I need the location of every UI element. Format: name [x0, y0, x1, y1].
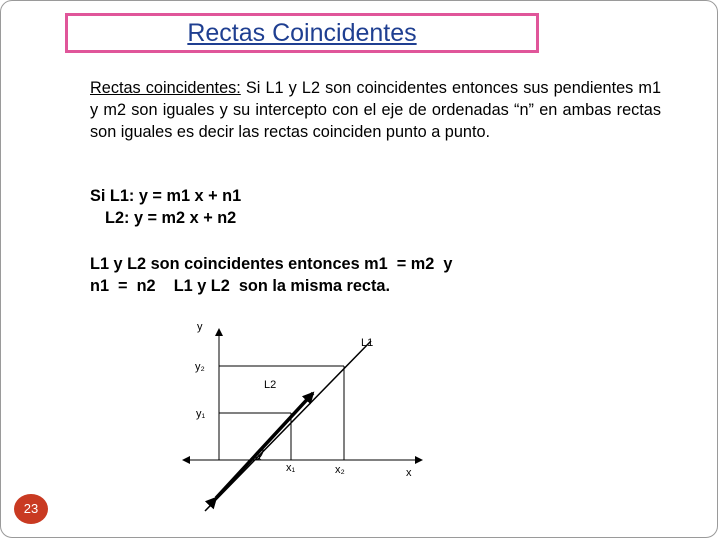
l2-label: L2: [264, 379, 277, 391]
y2-label: y₂: [195, 361, 205, 373]
coincident-lines-graph: [1, 1, 720, 541]
x-axis-label: x: [406, 467, 412, 479]
x2-label: x₂: [335, 464, 345, 476]
slide-title: Rectas Coincidentes: [187, 19, 417, 47]
line-l2: [216, 393, 313, 498]
slide-number-badge: 23: [14, 494, 48, 524]
x1-label: x₁: [286, 462, 296, 474]
definition-lead: Rectas coincidentes:: [90, 79, 241, 97]
equation-l1: Si L1: y = m1 x + n1: [90, 187, 242, 205]
y-axis-label: y: [197, 321, 203, 333]
angle-label: α: [255, 452, 262, 463]
conclusion-line-2: n1 = n2 L1 y L2 son la misma recta.: [90, 277, 390, 295]
equation-l2: L2: y = m2 x + n2: [105, 209, 237, 227]
definition-body: Si L1 y L2 son coincidentes entonces sus pendientes m1 y m2 son iguales y su intercepto con el eje de ordenadas “n” en ambas rectas son iguales es decir las rectas coinciden punto a punto.: [90, 79, 661, 141]
y1-label: y₁: [196, 408, 206, 420]
l1-label: L1: [361, 337, 374, 349]
conclusion-line-1: L1 y L2 son coincidentes entonces m1 = m2 y: [90, 255, 453, 273]
